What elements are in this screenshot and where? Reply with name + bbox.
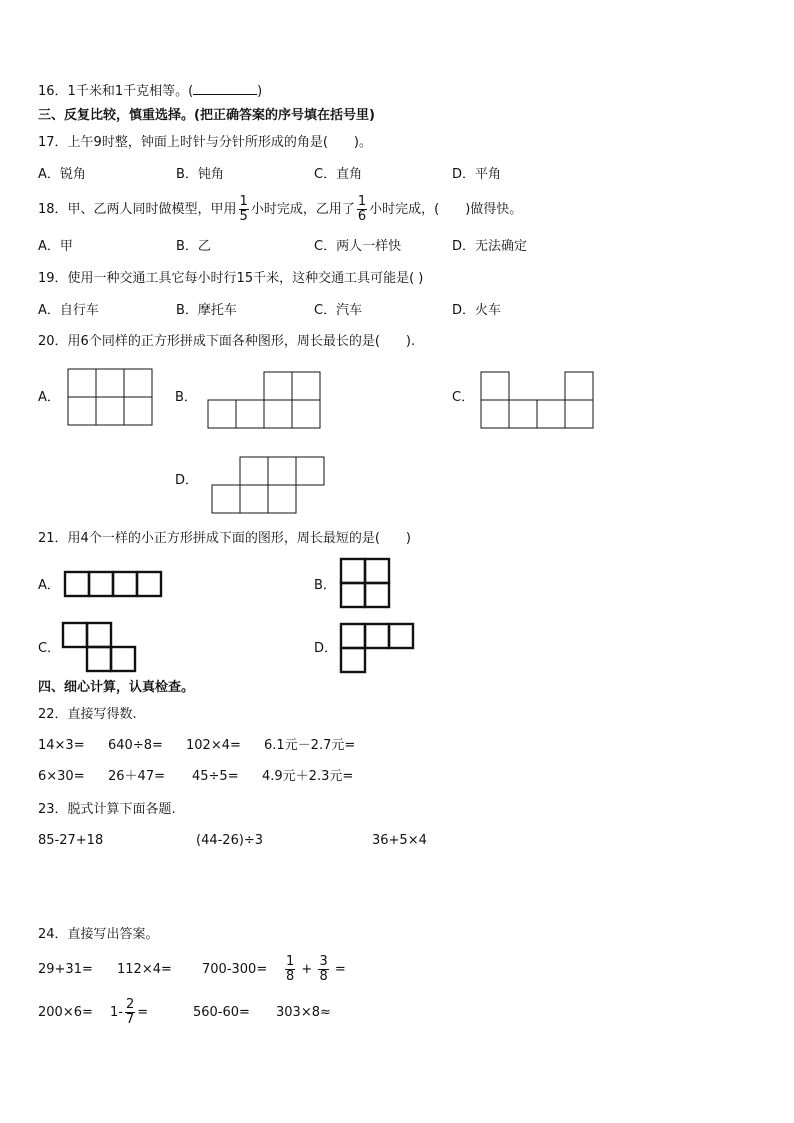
fraction-two-sevenths: $\frac{2}{7}$ (125, 997, 135, 1027)
q17-option-d[interactable]: D．平角 (452, 167, 502, 182)
q24-question: 24．直接写出答案。 (38, 927, 159, 942)
q24-fraction-sum: $\frac{1}{8}$ + $\frac{3}{8}$ = (286, 954, 346, 984)
q19-option-b[interactable]: B．摩托车 (176, 303, 237, 318)
q18-option-b[interactable]: B．乙 (176, 239, 211, 254)
q22-item: 640÷8= (108, 738, 163, 753)
q22-item: 45÷5= (192, 769, 239, 784)
fraction-one-eighth: $\frac{1}{8}$ (286, 954, 295, 984)
q21-label-b[interactable]: B． (314, 578, 336, 593)
q19-option-d[interactable]: D．火车 (452, 303, 502, 318)
q24-item: 29+31= (38, 962, 93, 977)
q17-option-a[interactable]: A．锐角 (38, 167, 86, 182)
q19-question: 19．使用一种交通工具它每小时行15千米，这种交通工具可能是( ) (38, 271, 424, 286)
fraction-one-fifth: $\frac{1}{5}$ (239, 194, 248, 224)
q18-question: 18．甲、乙两人同时做模型，甲用 $\frac{1}{5}$ 小时完成，乙用了 $\frac{1}{6}$ 小时完成，( )做得快。 (38, 194, 523, 224)
q18-option-a[interactable]: A．甲 (38, 239, 73, 254)
q20-question: 20．用6个同样的正方形拼成下面各种图形，周长最长的是( ). (38, 334, 416, 349)
q20-figure-d (212, 457, 324, 513)
q17-option-c[interactable]: C．直角 (314, 167, 363, 182)
q22-question: 22．直接写得数. (38, 707, 137, 722)
q19-option-a[interactable]: A．自行车 (38, 303, 99, 318)
q17-option-b[interactable]: B．钝角 (176, 167, 224, 182)
section-4-heading: 四、细心计算，认真检查。 (38, 680, 195, 695)
q16: 16．1千米和1千克相等。( ) (38, 84, 263, 99)
q23-item: 85-27+18 (38, 833, 104, 848)
q21-figure-d (340, 623, 416, 675)
q21-figure-b (340, 558, 392, 610)
q21-label-a[interactable]: A． (38, 578, 60, 593)
answer-blank[interactable] (193, 82, 257, 95)
q22-item: 14×3= (38, 738, 85, 753)
q21-label-d[interactable]: D． (314, 641, 338, 656)
q22-item: 26＋47= (108, 769, 165, 784)
q17-question: 17．上午9时整，钟面上时针与分针所形成的角是( )。 (38, 135, 372, 150)
q22-item: 4.9元＋2.3元= (262, 769, 354, 784)
q18-option-d[interactable]: D．无法确定 (452, 239, 528, 254)
q21-figure-a (64, 571, 164, 596)
q24-item: 303×8≈ (276, 1005, 331, 1020)
q21-label-c[interactable]: C． (38, 641, 61, 656)
q20-label-b[interactable]: B． (175, 390, 197, 405)
q22-item: 6×30= (38, 769, 85, 784)
q24-item: 112×4= (117, 962, 172, 977)
q20-label-d[interactable]: D． (175, 473, 199, 488)
q24-one-minus-fraction: 1- $\frac{2}{7}$ = (110, 997, 149, 1027)
q21-question: 21．用4个一样的小正方形拼成下面的图形，周长最短的是( ) (38, 531, 411, 546)
q22-item: 6.1元－2.7元= (264, 738, 356, 753)
q19-option-c[interactable]: C．汽车 (314, 303, 363, 318)
q20-figure-b (208, 372, 320, 428)
section-3-heading: 三、反复比较，慎重选择。(把正确答案的序号填在括号里) (38, 108, 375, 123)
q20-figure-a (68, 369, 152, 425)
q18-option-c[interactable]: C．两人一样快 (314, 239, 402, 254)
q24-item: 560-60= (193, 1005, 250, 1020)
q21-figure-c (62, 622, 138, 674)
q23-item: (44-26)÷3 (196, 833, 264, 848)
q20-figure-c (481, 372, 593, 428)
fraction-one-sixth: $\frac{1}{6}$ (357, 194, 367, 224)
q23-item: 36+5×4 (372, 833, 427, 848)
q22-item: 102×4= (186, 738, 241, 753)
q24-item: 700-300= (202, 962, 268, 977)
q24-item: 200×6= (38, 1005, 93, 1020)
q20-label-a[interactable]: A． (38, 390, 60, 405)
q20-label-c[interactable]: C． (452, 390, 475, 405)
fraction-three-eighths: $\frac{3}{8}$ (319, 954, 328, 984)
q23-question: 23．脱式计算下面各题. (38, 802, 176, 817)
